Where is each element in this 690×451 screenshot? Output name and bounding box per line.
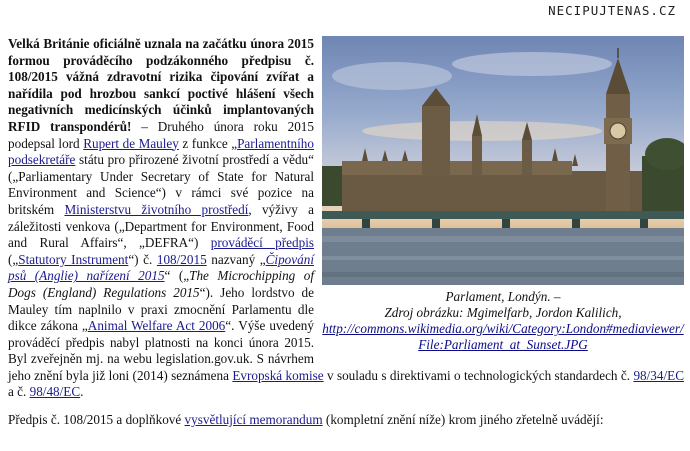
paragraph-second — [8, 412, 684, 429]
text: nazvaný „ — [206, 251, 266, 267]
caption-source-link[interactable]: http://commons.wikimedia.org/wiki/Category:London#mediaviewer/File:Parliament_at_Sunset.JPG — [322, 321, 684, 352]
article — [8, 36, 684, 429]
text: státu pro přirozené životní prostředí a vědu“ („Parliamentary Under Secretary of State for Natural Environment and Science“) v rámci své pozice na britském — [8, 152, 314, 217]
link-108-2015[interactable]: 108/2015 — [156, 251, 207, 267]
text: a č. — [8, 384, 30, 400]
text: “) č. — [128, 251, 157, 267]
text: (kompletní znění níže) krom jiného zřetelně uvádějí: — [322, 412, 604, 428]
text: – Druhého února roku 2015 podepsal lord — [8, 118, 314, 151]
text: Předpis č. 108/2015 a doplňkové — [8, 412, 185, 428]
figure-caption — [322, 289, 684, 353]
link-implementing-regulation[interactable]: prováděcí předpis — [210, 235, 315, 251]
text: . — [80, 384, 84, 400]
caption-title: Parlament, Londýn. – — [445, 289, 561, 304]
link-european-commission[interactable]: Evropská komise — [232, 367, 324, 383]
link-explanatory-memorandum[interactable]: vysvětlující memorandum — [184, 412, 323, 428]
link-ministry-environment[interactable]: Ministerstvu životního prostředí — [64, 201, 249, 217]
parliament-photo — [322, 36, 684, 285]
intro-bold: Velká Británie oficiálně uznala na začátku února 2015 formou prováděcího podzákonného předpisu č. 108/2015 vážná zdravotní rizika čipování zvířat a nařídila pod hrozbou sankcí poctivé hlášení všech negativních medicínských účinků implantovaných RFID transpondérů! — [8, 36, 314, 134]
caption-source: Zdroj obrázku: Mgimelfarb, Jordon Kalilich, — [384, 305, 622, 320]
text: („ — [8, 251, 19, 267]
text: “ („ — [164, 268, 190, 284]
english-title: The Microchipping of Dogs (England) Regulations 2015 — [8, 268, 314, 300]
figure — [322, 36, 684, 353]
text: “. Výše uvedený prováděcí předpis nabyl platnosti na konci února 2015. Byl zveřejněn mj. na webu legislation.gov.uk. S návrhem jeho znění byla již loni (2014) seznámena — [8, 318, 314, 383]
link-rupert-de-mauley[interactable]: Rupert de Mauley — [83, 135, 179, 151]
text: z funkce „ — [178, 135, 238, 151]
link-microchipping-regulation[interactable]: Čipování psů (Anglie) nařízení 2015 — [8, 251, 314, 284]
link-98-48-ec[interactable]: 98/48/EC — [29, 384, 81, 400]
text: “). Jeho lordstvo de Mauley tím naplnilo v praxi zmocnění Parlamentu dle dikce zákona „ — [8, 284, 314, 334]
link-98-34-ec[interactable]: 98/34/EC — [633, 367, 684, 383]
link-animal-welfare-act[interactable]: Animal Welfare Act 2006 — [87, 318, 226, 334]
parliament-illustration — [322, 36, 684, 285]
link-parliamentary-undersecretary[interactable]: Parlamentního podsekretáře — [8, 135, 314, 168]
text: v souladu s direktivami o technologických standardech č. — [323, 367, 634, 383]
site-name: NECIPUJTENAS.CZ — [548, 3, 676, 18]
text: , výživy a záležitosti venkova („Department for Environment, Food and Rural Affairs“, „DEFRA“) — [8, 201, 314, 251]
link-statutory-instrument[interactable]: Statutory Instrument — [18, 251, 129, 267]
